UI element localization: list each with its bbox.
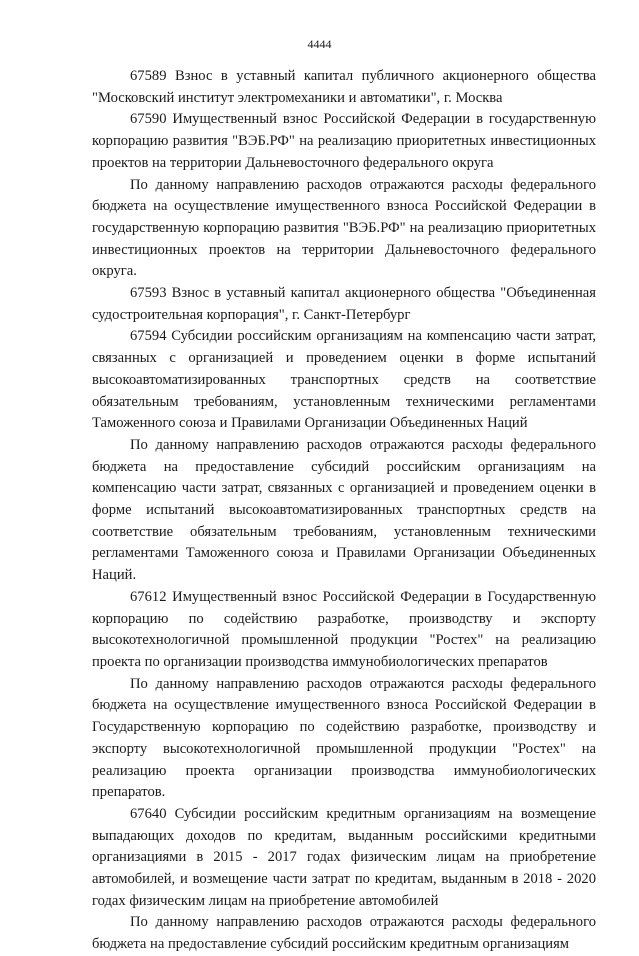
document-body — [92, 66, 596, 956]
paragraph-67590-description: По данному направлению расходов отражаются расходы федерального бюджета на осуществление имущественного взноса Российской Федерации в государственную корпорацию развития "ВЭБ.РФ" на реализацию приоритетных инвестиционных проектов на территории Дальневосточного федерального округа. — [92, 176, 596, 280]
paragraph-67589: 67589 Взнос в уставный капитал публичного акционерного общества "Московский институт электромеханики и автоматики", г. Москва — [92, 68, 596, 106]
paragraph-67640: 67640 Субсидии российским кредитным организациям на возмещение выпадающих доходов по кредитам, выданным российскими кредитными организациями в 2015 - 2017 годах физическим лицам на приобретение автомобилей, и возмещение части затрат по кредитам, выданным в 2018 - 2020 годах физическим лицам на приобретение автомобилей — [92, 805, 596, 909]
paragraph-67640-description: По данному направлению расходов отражаются расходы федерального бюджета на предоставление субсидий российским кредитным организациям — [92, 914, 596, 953]
paragraph-67594: 67594 Субсидии российским организациям на компенсацию части затрат, связанных с организацией и проведением оценки в форме испытаний высокоавтоматизированных транспортных средств на соответствие обязательным требованиям, установленным техническими регламентами Таможенного союза и Правилами Организации Объединенных Наций — [92, 328, 596, 432]
paragraph-67594-description: По данному направлению расходов отражаются расходы федерального бюджета на предоставление субсидий российским организациям на компенсацию части затрат, связанных с организацией и проведением оценки в форме испытаний высокоавтоматизированных транспортных средств на соответствие обязательным требованиям, установленным техническими регламентами Таможенного союза и Правилами Организации Объединенных Наций. — [92, 436, 596, 584]
page-number: 4444 — [307, 37, 332, 51]
paragraph-67612: 67612 Имущественный взнос Российской Федерации в Государственную корпорацию по содействию разработке, производству и экспорту высокотехнологичной промышленной продукции "Ростех" на реализацию проекта по организации производства иммунобиологических препаратов — [92, 588, 596, 670]
paragraph-67612-description: По данному направлению расходов отражаются расходы федерального бюджета на осуществление имущественного взноса Российской Федерации в Государственную корпорацию по содействию разработке, производству и экспорту высокотехнологичной промышленной продукции "Ростех" на реализацию проекта организации производства иммунобиологических препаратов. — [92, 675, 596, 801]
paragraph-67593: 67593 Взнос в уставный капитал акционерного общества "Объединенная судостроительная корпорация", г. Санкт-Петербург — [92, 285, 596, 323]
paragraph-67590: 67590 Имущественный взнос Российской Федерации в государственную корпорацию развития "ВЭБ.РФ" на реализацию приоритетных инвестиционных проектов на территории Дальневосточного федерального округа — [92, 111, 596, 171]
